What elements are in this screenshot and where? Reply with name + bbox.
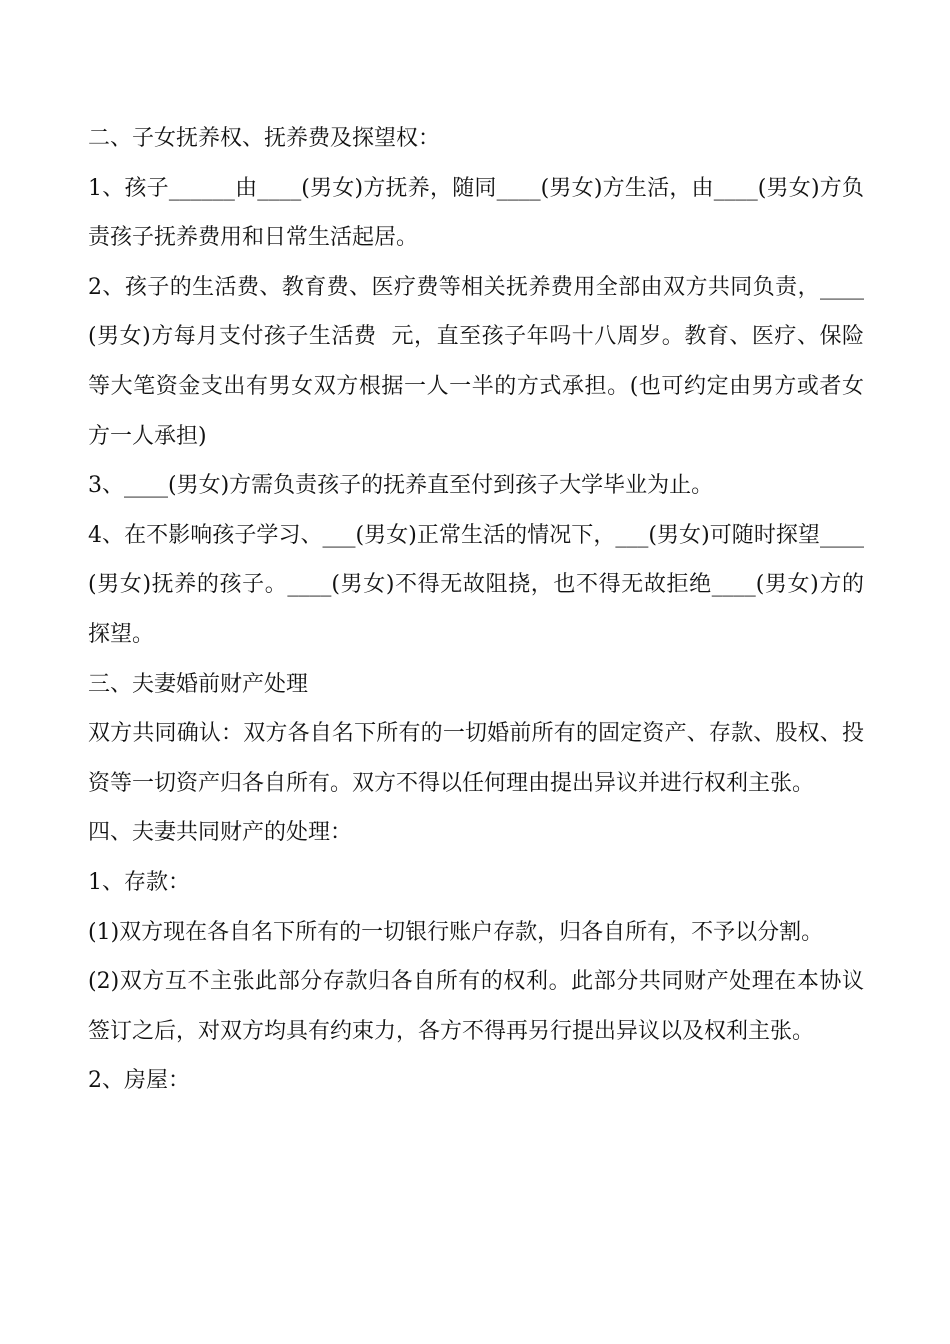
clause-upbringing-until-graduation: 3、____(男女)方需负责孩子的抚养直至付到孩子大学毕业为止。: [88, 473, 714, 499]
clause-premarital-property: 双方共同确认：双方各自名下所有的一切婚前所有的固定资产、存款、股权、投资等一切资产归各自所有。双方不得以任何理由提出异议并进行权利主张。: [88, 721, 864, 796]
clause-visitation: 4、在不影响孩子学习、___(男女)正常生活的情况下，___(男女)可随时探望____(男女)抚养的孩子。____(男女)不得无故阻挠，也不得无故拒绝____(男女)方的探望。: [88, 522, 864, 647]
clause-deposits-1: (1)双方现在各自名下所有的一切银行账户存款，归各自所有，不予以分割。: [88, 919, 824, 945]
section-heading-joint-property: 四、夫妻共同财产的处理：: [88, 820, 353, 846]
subheading-deposits: 1、存款：: [88, 869, 190, 895]
clause-child-support: 2、孩子的生活费、教育费、医疗费等相关抚养费用全部由双方共同负责，____(男女)方每月支付孩子生活费 元，直至孩子年吗十八周岁。教育、医疗、保险等大笔资金支出有男女双方根据一人一半的方式承担。(也可约定由男方或者女方一人承担): [88, 274, 864, 449]
clause-deposits-2: (2)双方互不主张此部分存款归各自所有的权利。此部分共同财产处理在本协议签订之后，对双方均具有约束力，各方不得再另行提出异议以及权利主张。: [88, 969, 864, 1044]
section-heading-premarital-property: 三、夫妻婚前财产处理: [88, 671, 309, 697]
clause-custody-arrangement: 1、孩子______由____(男女)方抚养，随同____(男女)方生活，由____(男女)方负责孩子抚养费用和日常生活起居。: [88, 175, 864, 251]
document-body: [88, 114, 864, 1106]
subheading-housing: 2、房屋：: [88, 1068, 190, 1094]
section-heading-custody: 二、子女抚养权、抚养费及探望权：: [88, 126, 441, 151]
